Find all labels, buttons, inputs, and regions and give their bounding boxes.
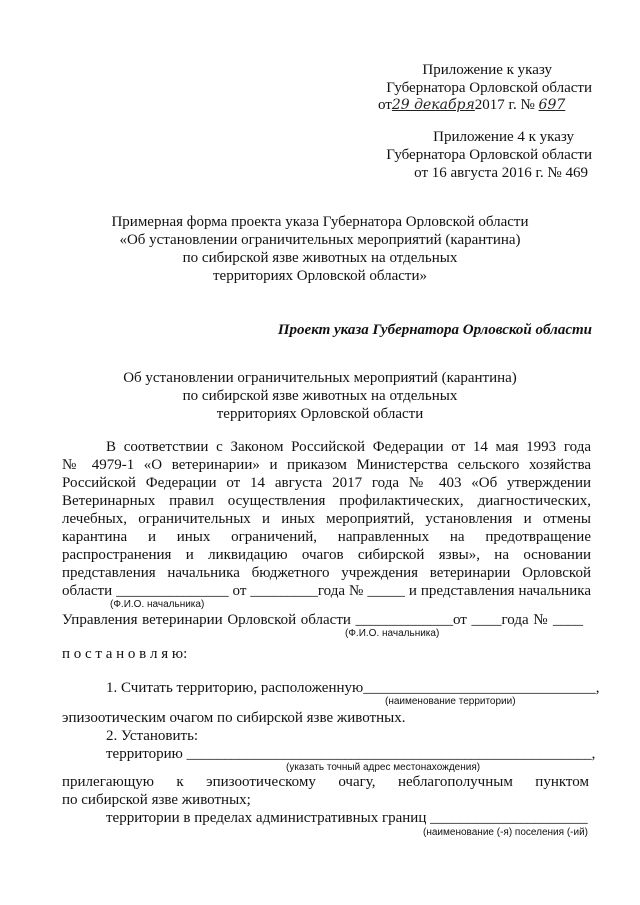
form-title-line-3: по сибирской язве животных на отдельных [182,250,458,266]
form-title-line-2: «Об установлении ограничительных мероприятий (карантина) [119,232,521,248]
draft-heading: Проект указа Губернатора Орловской области [277,322,592,338]
item-2-adjacent-cont: по сибирской язве животных; [62,792,251,808]
form-title-line-1: Примерная форма проекта указа Губернатора Орловской области [111,214,529,230]
body-p1-line-6: карантина и иных ограничений, направленных на предотвращение [62,529,591,545]
decree-title-line-1: Об установлении ограничительных мероприятий (карантина) [123,370,517,386]
body-p1-line-1: В соответствии с Законом Российской Федерации от 14 мая 1993 года [106,439,591,455]
body-p1-line-9: области _______________ от _________года № _____ и представления начальника [62,583,591,599]
body-p1-line-3: Российской Федерации от 14 августа 2017 года № 403 «Об утверждении [62,475,591,491]
decree-title-line-3: территориях Орловской области [216,406,424,422]
note-settlement: (наименование (-я) поселения (-ий) [423,827,588,838]
item-2-admin: территории в пределах административных границ _____________________ [106,810,588,826]
item-2: 2. Установить: [106,728,199,744]
body-p1-line-4: Ветеринарных правил осуществления профилактических, диагностических, [62,493,591,509]
note-fio-1: (Ф.И.О. начальника) [110,599,205,610]
body-upr-line: Управления ветеринарии Орловской области _____________от ____года № ____ [62,612,583,628]
note-territory: (наименование территории) [385,696,516,707]
note-address: (указать точный адрес местонахождения) [286,762,481,773]
appendix-1-line-1: Приложение к указу [422,62,552,78]
form-title-line-4: территориях Орловской области» [213,268,427,284]
body-p1-line-7: распространения и ликвидацию очагов сибирской язвы», на основании [62,547,591,563]
item-2-territory: территорию ______________________________________________________, [106,746,596,762]
handwritten-number: 697 [538,97,566,113]
item-2-adjacent: прилегающую к эпизоотическому очагу, неблагополучным пунктом [62,774,589,790]
body-p1-line-5: лечебных, ограничительных и иных мероприятий, установления и отмены [62,511,591,527]
appendix-1-line-2: Губернатора Орловской области [386,80,592,96]
appendix-2-line-3: от 16 августа 2016 г. № 469 [414,165,588,181]
handwritten-date: 29 декабря [391,97,475,113]
appendix-1-date-line [378,97,565,114]
appendix-2-line-1: Приложение 4 к указу [433,129,574,145]
note-fio-2: (Ф.И.О. начальника) [345,628,440,639]
decree-title-line-2: по сибирской язве животных на отдельных [182,388,458,404]
appendix-2-line-2: Губернатора Орловской области [386,147,592,163]
item-1-cont: эпизоотическим очагом по сибирской язве животных. [62,710,406,726]
body-p1-line-2: № 4979-1 «О ветеринарии» и приказом Министерства сельского хозяйства [62,457,591,473]
decree-year: 2017 г. № [474,97,535,113]
body-p1-line-8: представления начальника бюджетного учреждения ветеринарии Орловской [62,565,591,581]
postanovlyayu: п о с т а н о в л я ю: [62,646,188,662]
date-prefix: от [378,97,392,113]
item-1: 1. Считать территорию, расположенную_______________________________, [106,680,600,696]
